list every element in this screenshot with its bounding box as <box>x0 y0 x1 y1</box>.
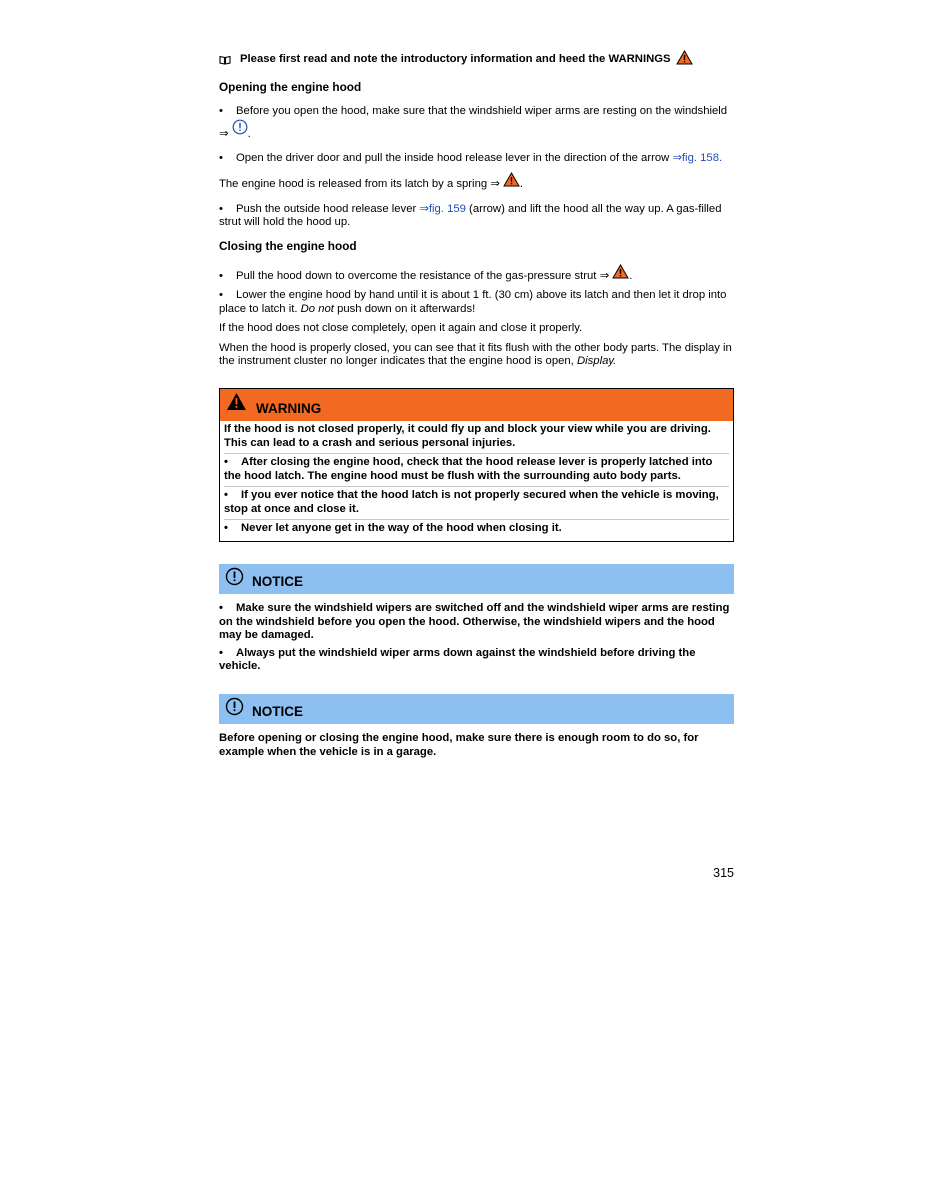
page-number: 315 <box>713 866 734 880</box>
intro-line <box>219 50 734 70</box>
warning-triangle-icon <box>676 50 693 70</box>
list-item: • Always put the windshield wiper arms down against the windshield before driving the vehicle. <box>219 646 696 673</box>
warning-triangle-icon <box>612 264 629 286</box>
warning-box <box>219 388 734 542</box>
notice-header <box>219 564 734 594</box>
close-again-text: If the hood does not close completely, open it again and close it properly. <box>219 322 583 335</box>
intro-text: Please first read and note the introductory information and heed the WARNINGS <box>240 53 671 65</box>
notice-title: NOTICE <box>252 704 304 720</box>
list-item: • If you ever notice that the hood latch is not properly secured when the vehicle is moving, stop at once and close it. <box>224 487 729 520</box>
notice-header <box>219 694 734 724</box>
list-item: • Before you open the hood, make sure that the windshield wiper arms are resting on the windshield ⇒ . <box>219 105 734 143</box>
notice-circle-icon <box>225 697 244 721</box>
book-icon <box>219 55 231 65</box>
notice-body <box>219 594 734 674</box>
fig-159-link[interactable]: ⇒fig. 159 <box>419 202 466 215</box>
warning-body <box>220 421 733 541</box>
notice-title: NOTICE <box>252 574 304 590</box>
opening-heading: Opening the engine hood <box>219 79 362 94</box>
closing-heading: Closing the engine hood <box>219 238 357 253</box>
list-item: • Open the driver door and pull the inside hood release lever in the direction of the arrow ⇒fig. 158. <box>219 152 723 165</box>
warning-header <box>220 389 733 421</box>
flush-display-text: When the hood is properly closed, you can see that it fits flush with the other body parts. The display in the instrument cluster no longer indicates that the engine hood is open, Display. <box>219 341 732 368</box>
list-item: • After closing the engine hood, check that the hood release lever is properly latched into the hood latch. The engine hood must be flush with the surrounding auto body parts. <box>224 454 729 487</box>
notice-body <box>219 724 734 759</box>
manual-page <box>219 50 734 759</box>
list-item: • Pull the hood down to overcome the resistance of the gas-pressure strut ⇒ . <box>219 264 734 286</box>
spring-release-text: The engine hood is released from its latch by a spring ⇒ . <box>219 172 734 194</box>
notice-circle-icon <box>225 567 244 591</box>
list-item: • Never let anyone get in the way of the hood when closing it. <box>224 522 562 535</box>
list-item: • Lower the engine hood by hand until it is about 1 ft. (30 cm) above its latch and then let it drop into place to latch it. Do not push down on it afterwards! <box>219 288 727 315</box>
warning-triangle-icon <box>503 172 520 194</box>
notice-circle-icon <box>232 119 248 144</box>
list-item: • Push the outside hood release lever ⇒fig. 159 (arrow) and lift the hood all the way up. A gas-filled strut will hold the hood up. <box>219 202 722 229</box>
warning-title: WARNING <box>256 401 322 417</box>
warning-intro: If the hood is not closed properly, it could fly up and block your view while you are driving. This can lead to a crash and serious personal injuries. <box>224 423 729 454</box>
notice-text: Before opening or closing the engine hood, make sure there is enough room to do so, for example when the vehicle is in a garage. <box>219 732 699 758</box>
fig-158-link[interactable]: ⇒fig. 158. <box>672 152 723 165</box>
warning-triangle-icon <box>226 392 247 416</box>
list-item: • Make sure the windshield wipers are switched off and the windshield wiper arms are resting on the windshield before you open the hood. Otherwise, the windshield wipers and the hood may be damaged. <box>219 602 730 642</box>
